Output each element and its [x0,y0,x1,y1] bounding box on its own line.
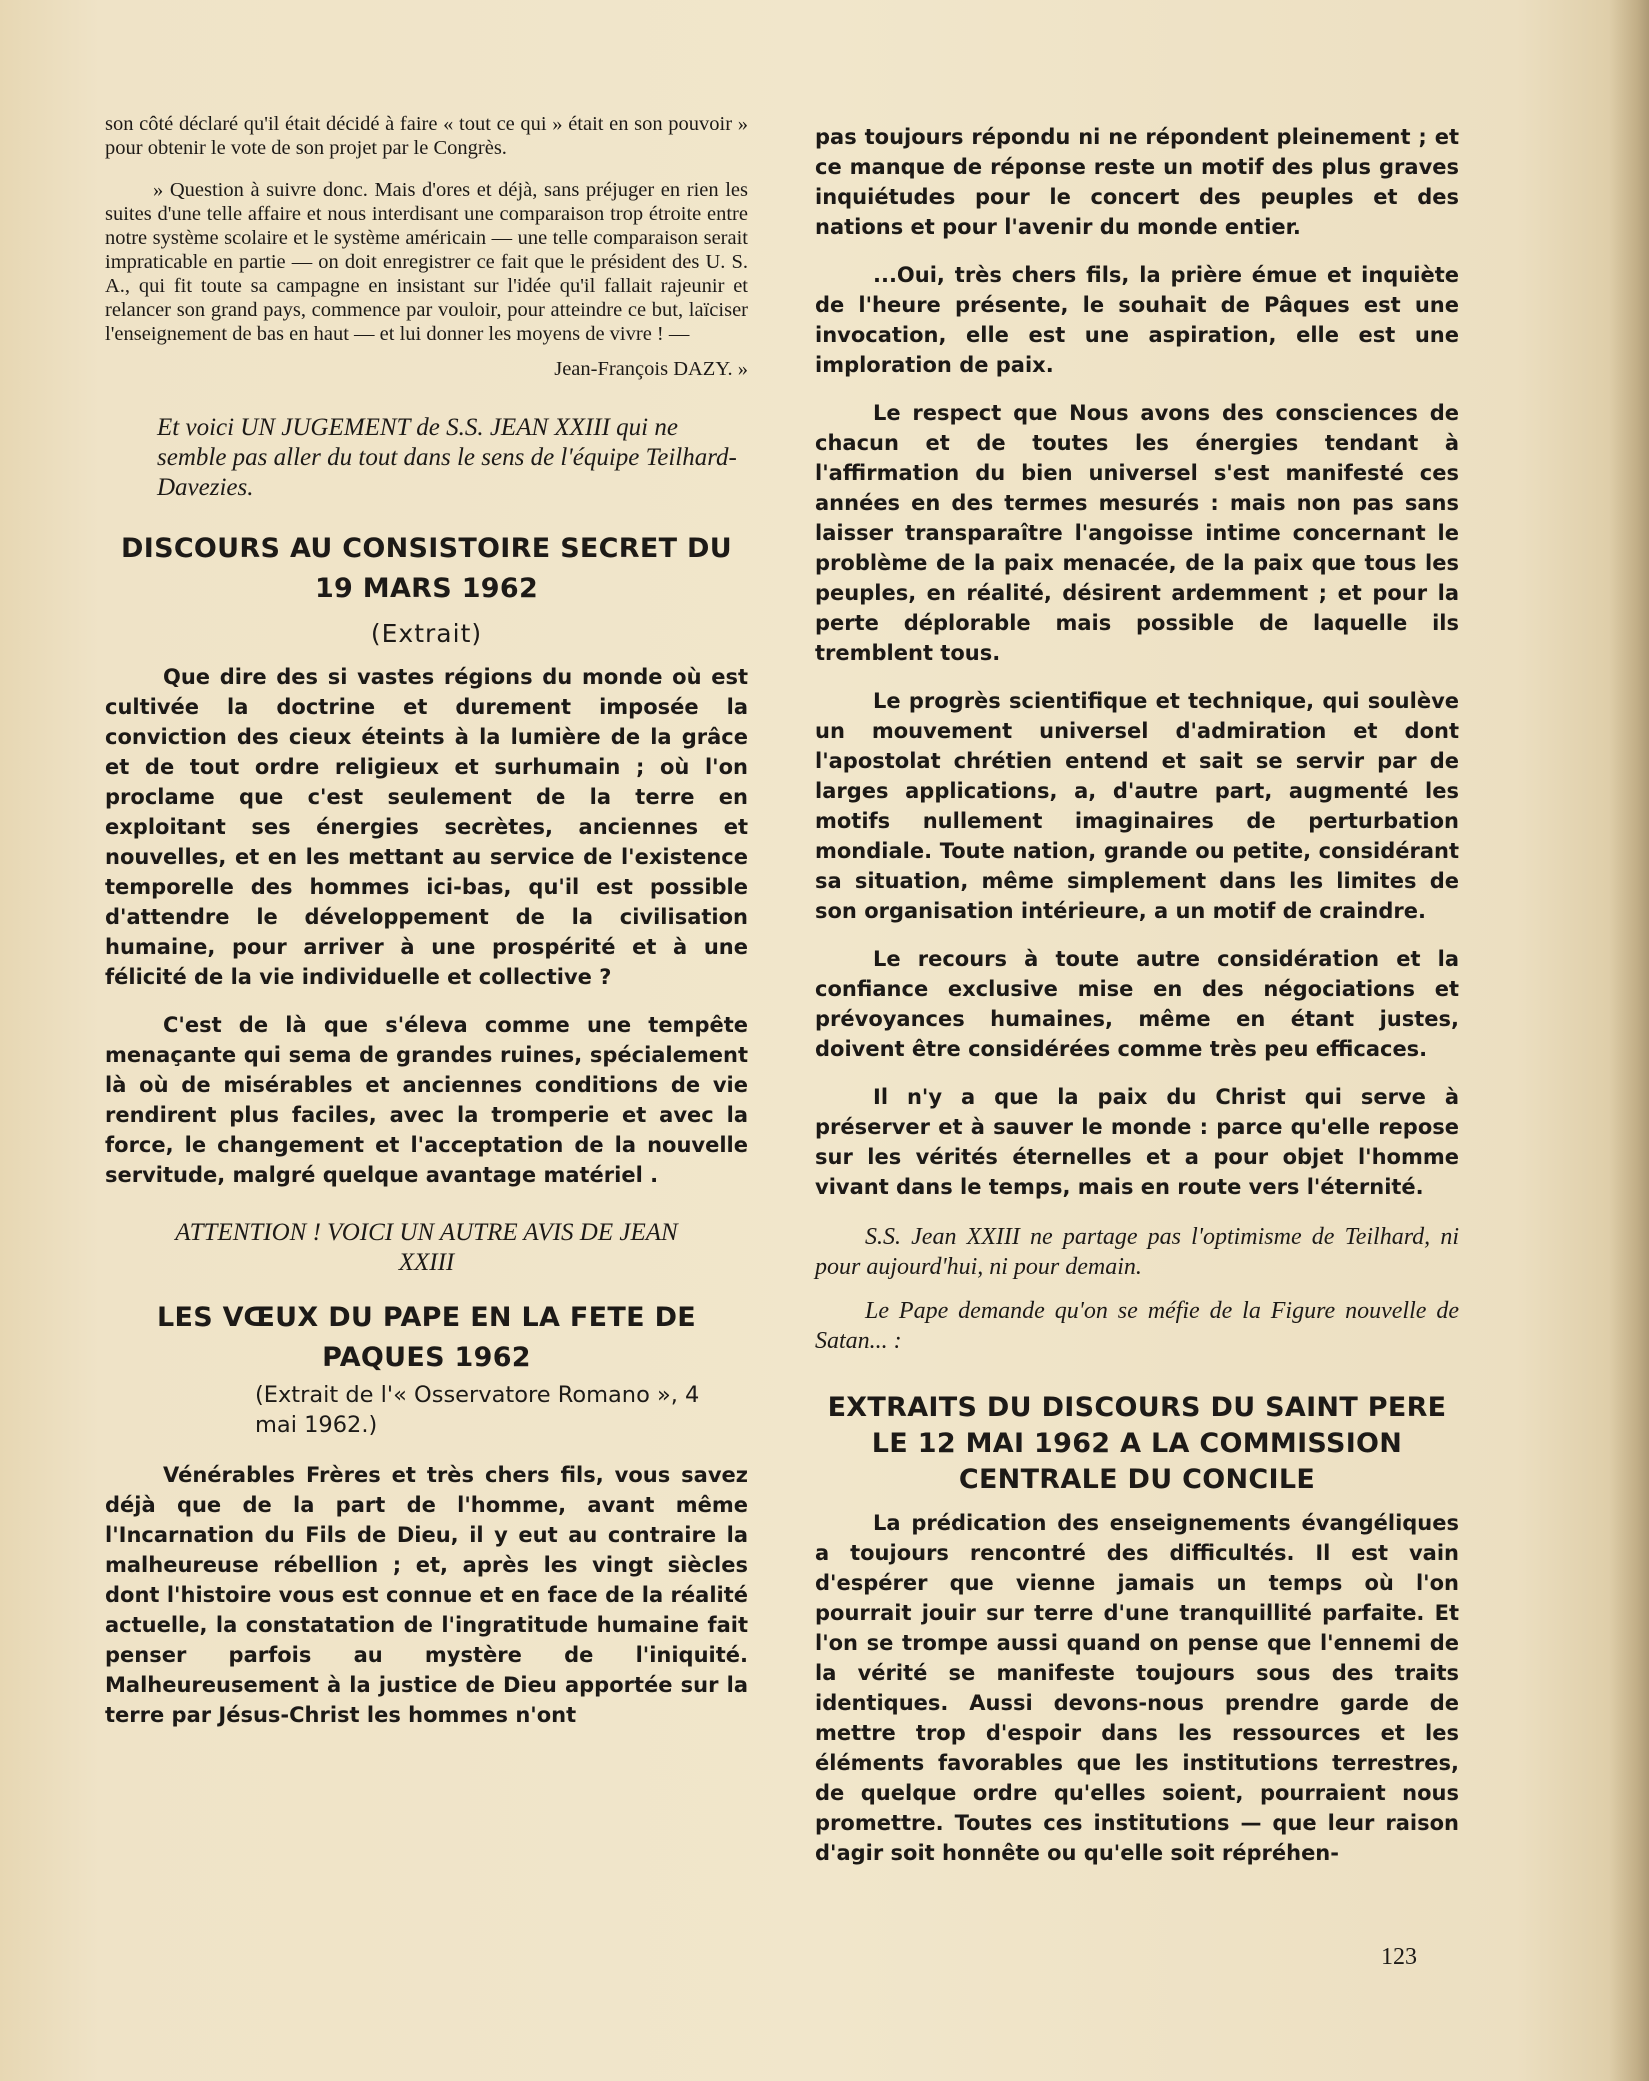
section-subheading: (Extrait) [370,619,483,648]
author-signature: Jean-François DAZY. » [554,358,748,380]
section-heading: DISCOURS AU CONSISTOIRE SECRET DU 19 MARS 1962 [121,533,732,604]
discourse-paragraph: pas toujours répondu ni ne répondent pleinement ; et ce manque de réponse reste un motif des plus graves inquiétudes pour le concert des peuples et des nations et pour l'avenir du monde entier. [815,125,1459,239]
right-column [815,122,1459,1868]
discourse-paragraph: Vénérables Frères et très chers fils, vous savez déjà que de la part de l'homme, avant même l'Incarnation du Fils de Dieu, il y eut au contraire la malheureuse rébellion ; et, après les vingt siècles dont l'histoire vous est connue et en face de la réalité actuelle, la constatation de l'ingratitude humaine fait penser parfois au mystère de l'iniquité. Malheureusement à la justice de Dieu apportée sur la terre par Jésus-Christ les hommes n'ont [105,1463,748,1727]
discourse-paragraph: Le respect que Nous avons des consciences de chacun et de toutes les énergies tendant à l'affirmation du bien universel s'est manifesté ces années en des termes mesurés : mais non pas sans laisser transparaître l'angoisse intime concernant le problème de la paix menacée, de la paix que tous les peuples, en réalité, désirent ardemment ; et pour la perte déplorable mais possible de laquelle ils tremblent tous. [815,401,1459,665]
discourse-paragraph: ...Oui, très chers fils, la prière émue et inquiète de l'heure présente, le souhait de Pâques est une invocation, elle est une aspiration, elle est une imploration de paix. [815,263,1459,377]
section-heading: EXTRAITS DU DISCOURS DU SAINT PERE LE 12 MAI 1962 A LA COMMISSION CENTRALE DU CONCILE [827,1392,1447,1495]
editorial-intro: Et voici UN JUGEMENT de S.S. JEAN XXIII qui ne semble pas aller du tout dans le sens de l'équipe Teilhard-Davezies. [157,414,737,501]
editorial-comment: Le Pape demande qu'on se méfie de la Figure nouvelle de Satan... : [815,1298,1459,1354]
editorial-comment: S.S. Jean XXIII ne partage pas l'optimisme de Teilhard, ni pour aujourd'hui, ni pour demain. [815,1224,1459,1280]
discourse-paragraph: C'est de là que s'éleva comme une tempête menaçante qui sema de grandes ruines, spécialement là où de misérables et anciennes conditions de vie rendirent plus faciles, avec la tromperie et avec la force, le changement et l'acceptation de la nouvelle servitude, malgré quelque avantage matériel . [105,1013,748,1187]
discourse-paragraph: La prédication des enseignements évangéliques a toujours rencontré des difficultés. Il est vain d'espérer que vienne jamais un temps où l'on pourrait jouir sur terre d'une tranquillité parfaite. Et l'on se trompe aussi quand on pense que l'ennemi de la vérité se manifeste toujours sous des traits identiques. Aussi devons-nous prendre garde de mettre trop d'espoir dans les ressources et les éléments favorables que les institutions terrestres, de quelque ordre qu'elles soient, pourraient nous promettre. Toutes ces institutions — que leur raison d'agir soit honnête ou qu'elle soit répréhen- [815,1511,1459,1865]
article-continuation: son côté déclaré qu'il était décidé à faire « tout ce qui » était en son pouvoir » pour obtenir le vote de son projet par le Congrès. [105,113,748,159]
discourse-paragraph: Que dire des si vastes régions du monde où est cultivée la doctrine et durement imposée la conviction des cieux éteints à la lumière de la grâce et de tout ordre religieux et surhumain ; où l'on proclame que c'est seulement de la terre en exploitant ses énergies secrètes, anciennes et nouvelles, et en les mettant au service de l'existence temporelle des hommes ici-bas, qu'il est possible d'attendre le développement de la civilisation humaine, pour arriver à une prospérité et à une félicité de la vie individuelle et collective ? [105,665,748,989]
discourse-paragraph: Le recours à toute autre considération et la confiance exclusive mise en des négociations et prévoyances humaines, même en étant justes, doivent être considérées comme très peu efficaces. [815,947,1459,1061]
section-heading: LES VŒUX DU PAPE EN LA FETE DE PAQUES 1962 [156,1302,697,1373]
discourse-paragraph: Le progrès scientifique et technique, qui soulève un mouvement universel d'admiration et dont l'apostolat chrétien entend et sait se servir par de larges applications, a, d'autre part, augmenté les motifs nullement imaginaires de perturbation mondiale. Toute nation, grande ou petite, considérant sa situation, même simplement dans les limites de son organisation intérieure, a un motif de craindre. [815,689,1459,923]
page-fold-shadow [1609,0,1649,2081]
page-number: 123 [1381,1944,1417,1970]
article-paragraph: » Question à suivre donc. Mais d'ores et déjà, sans préjuger en rien les suites d'une telle affaire et nous interdisant une comparaison trop étroite entre notre système scolaire et le système américain — une telle comparaison serait impraticable en partie — on doit enregistrer ce fait que le président des U. S. A., qui fit toute sa campagne en insistant sur l'idée qu'il fallait rajeunir et relancer son grand pays, commence par vouloir, pour atteindre ce but, laïciser l'enseignement de bas en haut — et lui donner les moyens de vivre ! — [105,179,748,345]
editorial-intro: ATTENTION ! VOICI UN AUTRE AVIS DE JEAN XXIII [175,1219,678,1276]
left-column [105,112,748,1730]
discourse-paragraph: Il n'y a que la paix du Christ qui serve à préserver et à sauver le monde : parce qu'elle repose sur les vérités éternelles et a pour objet l'homme vivant dans le temps, mais en route vers l'éternité. [815,1085,1459,1199]
source-citation: (Extrait de l'« Osservatore Romano », 4 mai 1962.) [255,1382,700,1438]
